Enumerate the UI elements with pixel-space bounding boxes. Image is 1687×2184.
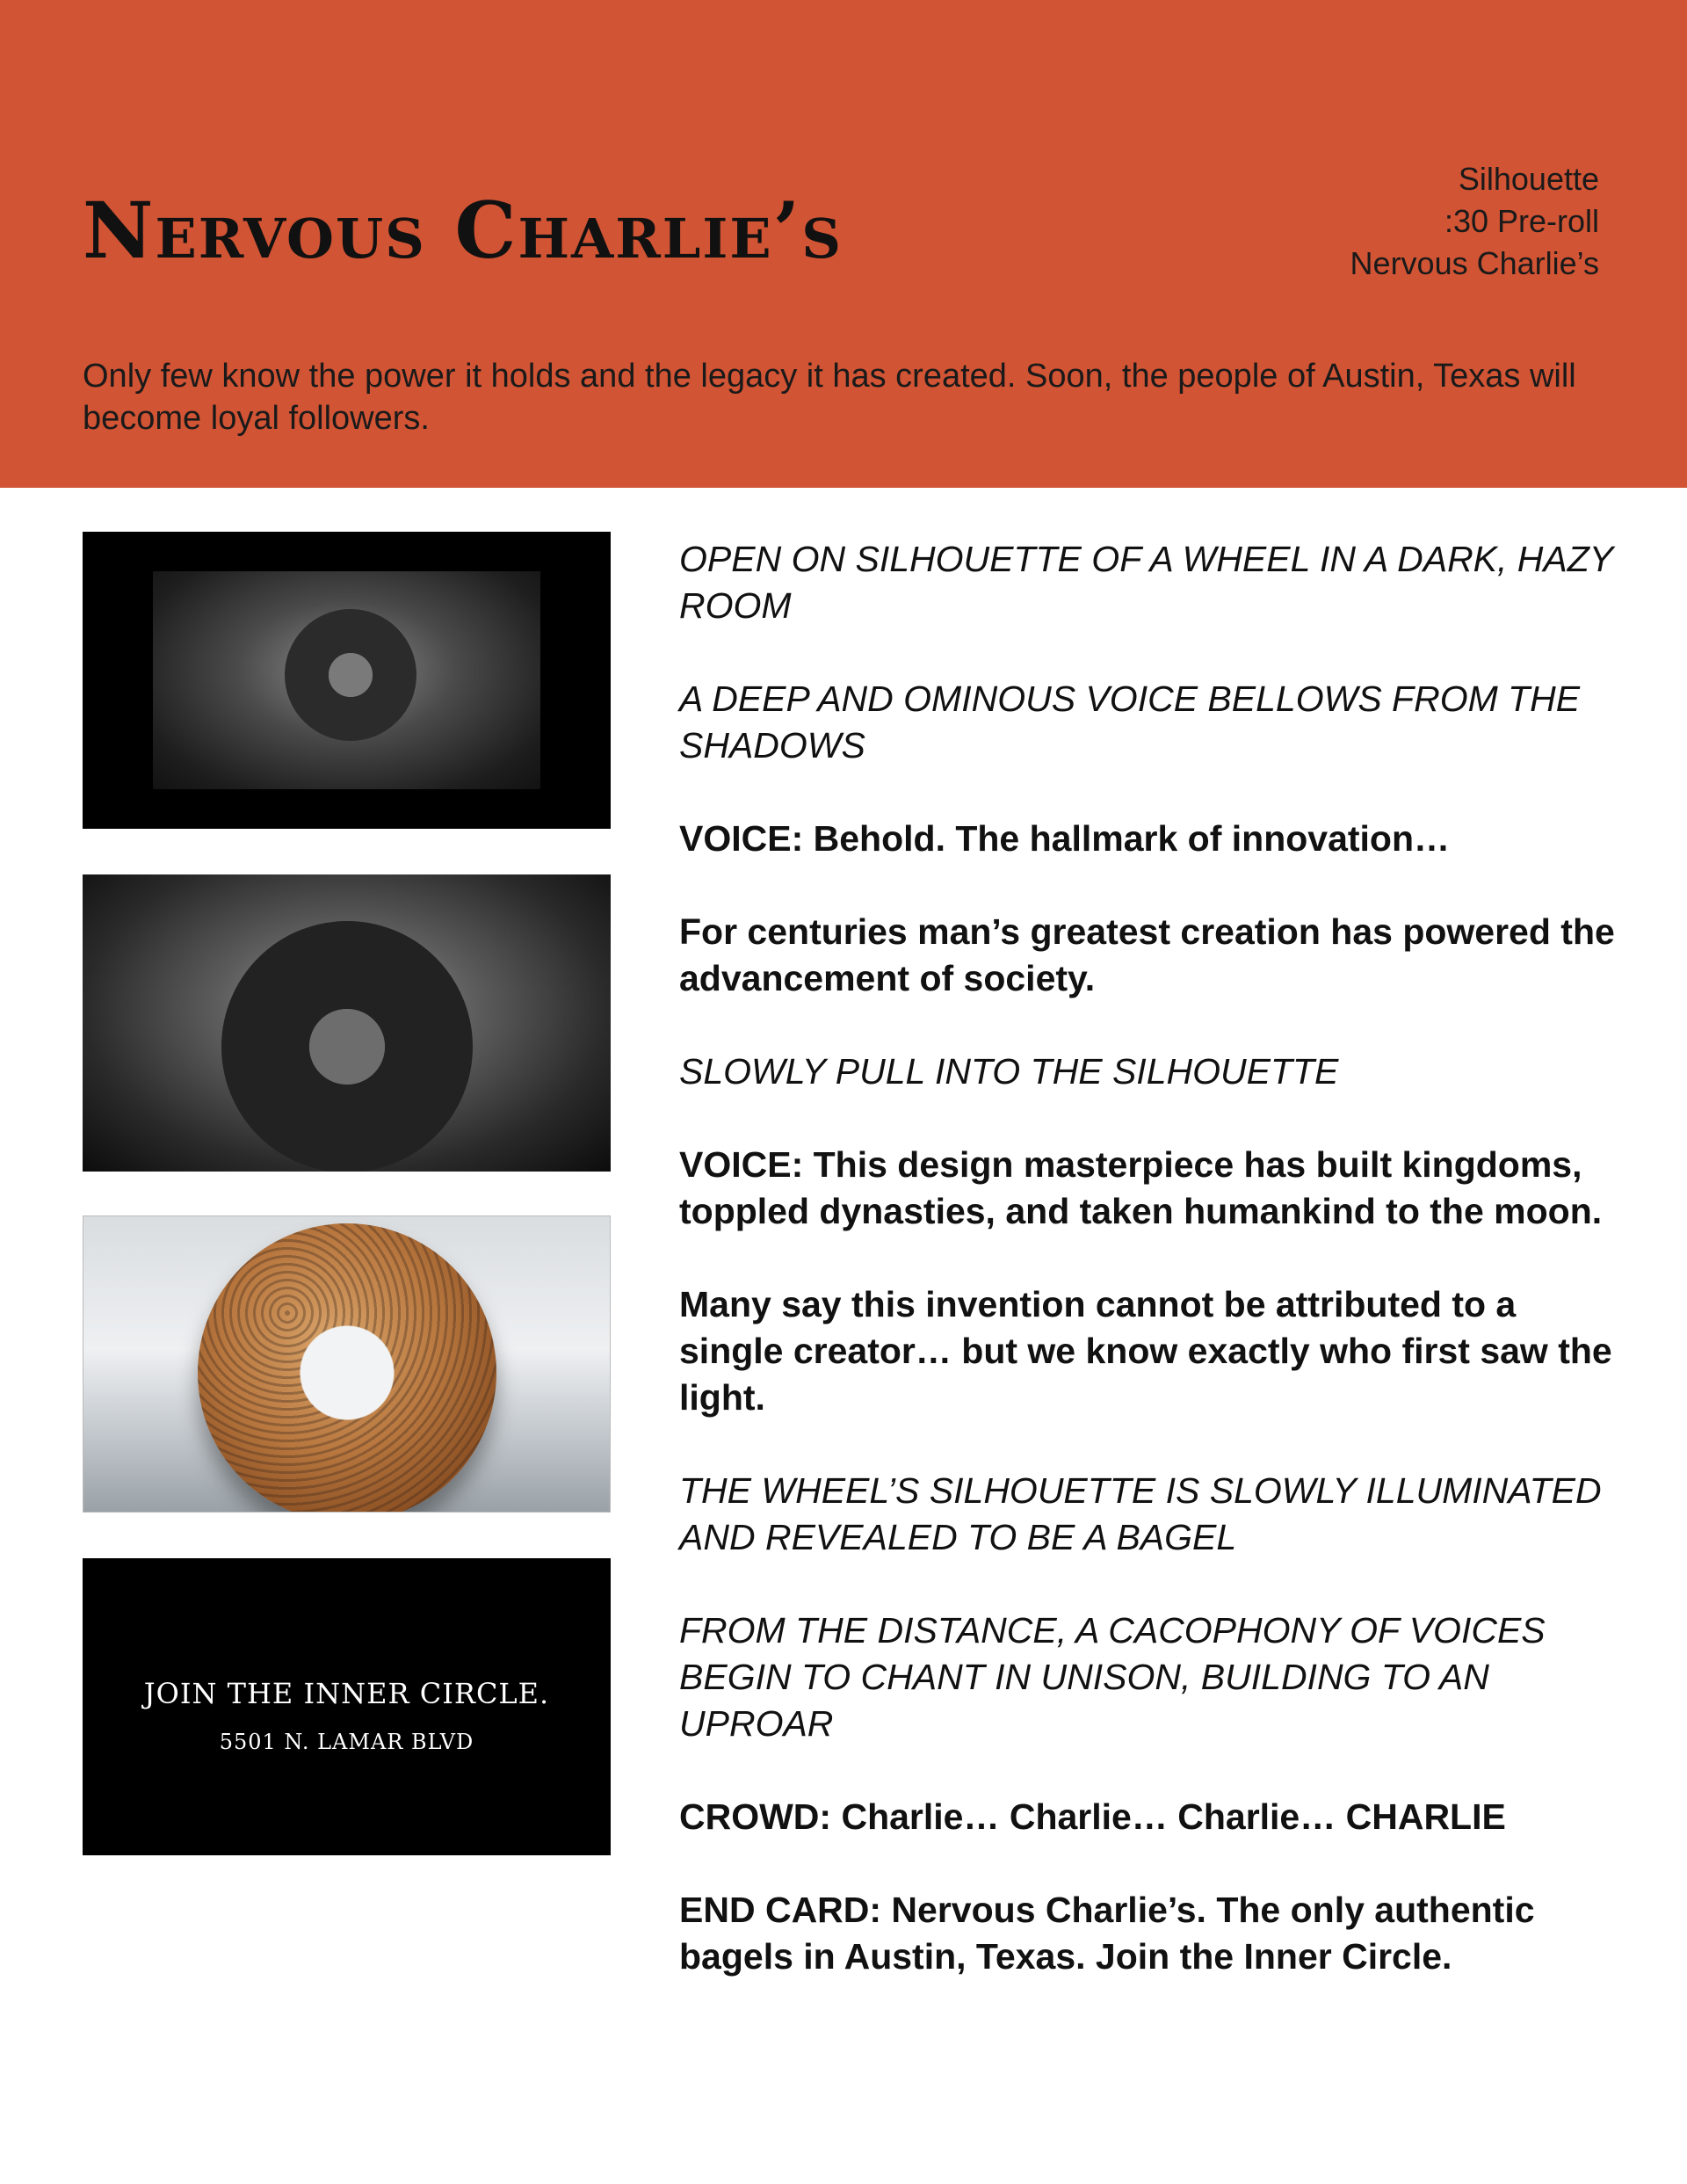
spot-title: Silhouette	[1458, 161, 1599, 197]
storyboard-frame-4-endcard	[83, 1558, 611, 1855]
script-direction: OPEN ON SILHOUETTE OF A WHEEL IN A DARK, HAZY ROOM	[679, 539, 1613, 626]
endcard-title: JOIN THE INNER CIRCLE.	[143, 1677, 550, 1710]
spot-client: Nervous Charlie’s	[1350, 245, 1599, 281]
brand-title: Nervous Charlie’s	[83, 185, 844, 276]
wheel-hole	[309, 1009, 385, 1085]
script-voice-line: Many say this invention cannot be attributed to a single creator… but we know exactly who first saw the light.	[679, 1284, 1612, 1418]
script-column	[679, 536, 1628, 2027]
script-endcard-line: END CARD: Nervous Charlie’s. The only authentic bagels in Austin, Texas. Join the Inner Circle.	[679, 1890, 1535, 1977]
script-direction: THE WHEEL’S SILHOUETTE IS SLOWLY ILLUMINATED AND REVEALED TO BE A BAGEL	[679, 1470, 1602, 1557]
script-voice-line: VOICE: Behold. The hallmark of innovation…	[679, 818, 1451, 859]
script-direction: A DEEP AND OMINOUS VOICE BELLOWS FROM THE SHADOWS	[679, 678, 1581, 765]
bagel-image	[198, 1223, 496, 1513]
spot-format: :30 Pre-roll	[1444, 203, 1599, 239]
script-voice-line: VOICE: This design masterpiece has built kingdoms, toppled dynasties, and taken humankind to the moon.	[679, 1144, 1603, 1231]
storyboard-frame-2	[83, 874, 611, 1172]
script-direction: FROM THE DISTANCE, A CACOPHONY OF VOICES BEGIN TO CHANT IN UNISON, BUILDING TO AN UPROAR	[679, 1610, 1546, 1744]
storyboard-frame-1	[83, 532, 611, 829]
script-direction: SLOWLY PULL INTO THE SILHOUETTE	[679, 1051, 1339, 1092]
storyboard-frame-3	[83, 1215, 611, 1513]
script-voice-line: For centuries man’s greatest creation has powered the advancement of society.	[679, 911, 1615, 998]
script-crowd-line: CROWD: Charlie… Charlie… Charlie… CHARLIE	[679, 1796, 1506, 1837]
wheel-hole	[329, 653, 373, 697]
endcard-address: 5501 N. LAMAR BLVD	[219, 1730, 474, 1754]
header-band	[0, 0, 1687, 488]
tagline: Only few know the power it holds and the legacy it has created. Soon, the people of Austin, Texas will become loyal followers.	[83, 358, 1576, 437]
spot-meta	[1350, 158, 1599, 285]
